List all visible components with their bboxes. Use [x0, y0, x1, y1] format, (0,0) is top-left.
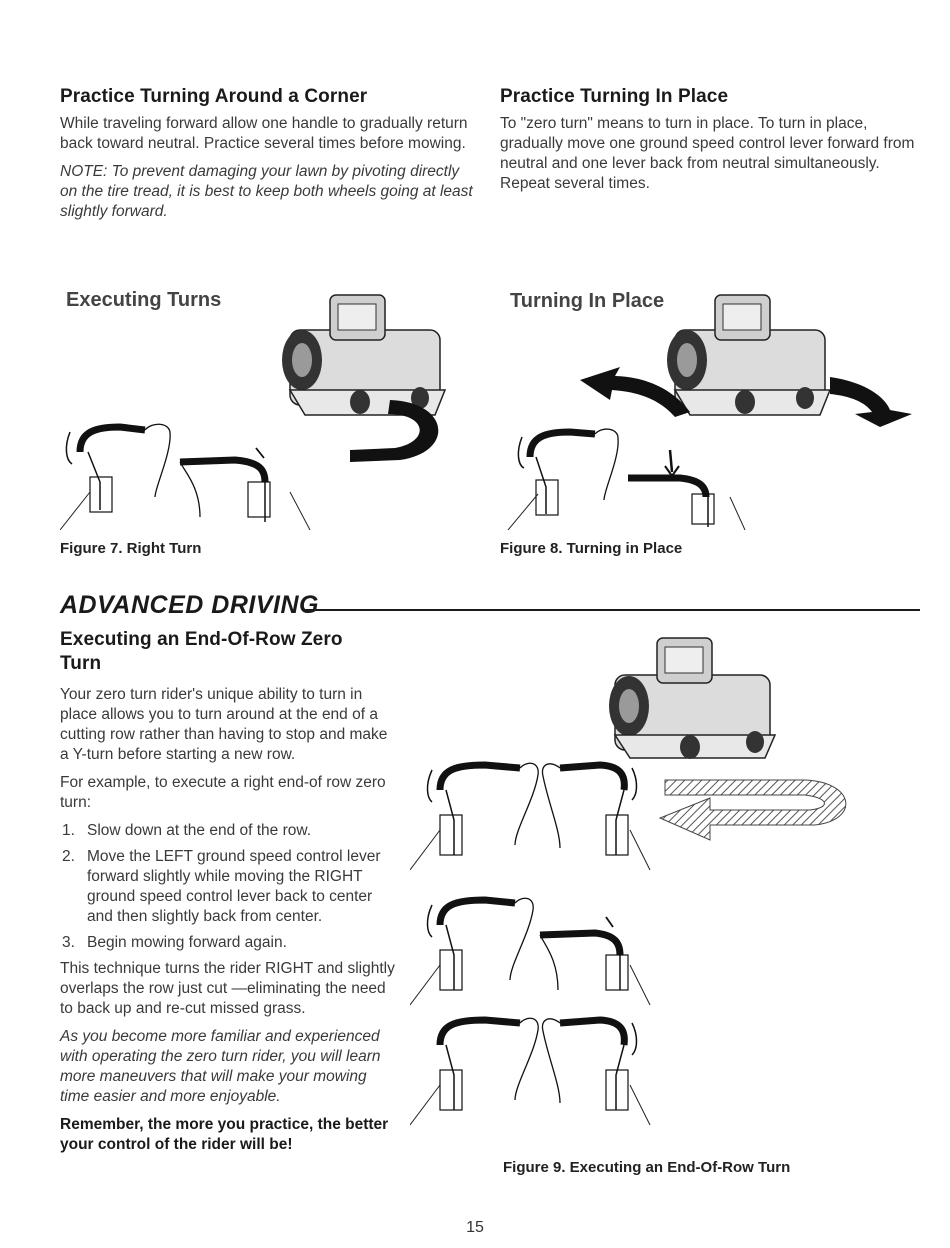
- lever-pair-turn: [410, 898, 650, 1005]
- figure9-illustration: [410, 630, 880, 1140]
- page-number: 15: [466, 1219, 484, 1236]
- lever-right: [628, 450, 714, 527]
- section-heading-corner: Practice Turning Around a Corner: [60, 86, 368, 107]
- heading-rule: [302, 609, 920, 611]
- advanced-heading: ADVANCED DRIVING: [60, 591, 319, 619]
- mower-illustration: [667, 295, 830, 415]
- figure8-heading: Turning In Place: [510, 290, 665, 312]
- mower-illustration: [282, 295, 445, 415]
- step-item: [60, 933, 400, 953]
- figure9-caption: Figure 9. Executing an End-Of-Row Turn: [503, 1159, 791, 1176]
- step-number: 3.: [62, 934, 75, 951]
- corner-body: While traveling forward allow one handle to gradually return back toward neutral. Practice several times before mowing.: [60, 115, 468, 152]
- advanced-column: [60, 628, 400, 1155]
- figure7-heading: Executing Turns: [66, 289, 222, 311]
- step-text: Begin mowing forward again.: [87, 934, 287, 951]
- technique-outcome: This technique turns the rider RIGHT and slightly overlaps the row just cut —eliminating the need to back up and re-cut missed grass.: [60, 960, 395, 1017]
- figure8-illustration: [500, 282, 920, 530]
- remember-text: Remember, the more you practice, the better your control of the rider will be!: [60, 1116, 389, 1153]
- end-of-row-heading-line2: Turn: [60, 653, 102, 674]
- section-heading-in-place: Practice Turning In Place: [500, 86, 729, 107]
- step-text: Move the LEFT ground speed control lever forward slightly while moving the RIGHT ground speed control lever back to center and then slightly back from center.: [87, 848, 381, 925]
- lever-left: [66, 424, 170, 512]
- in-place-body: To "zero turn" means to turn in place. To turn in place, gradually move one ground speed control lever forward from neutral and one lever back from neutral simultaneously. Repeat several times.: [500, 115, 915, 192]
- figure8-caption: Figure 8. Turning in Place: [500, 540, 683, 557]
- end-of-row-intro: Your zero turn rider's unique ability to turn in place allows you to turn around at the end of a cutting row rather than having to stop and make a Y-turn before starting a new row.: [60, 686, 388, 763]
- step-item: [60, 821, 400, 841]
- end-of-row-turn-arrow: [660, 780, 846, 840]
- end-of-row-heading: [60, 628, 400, 676]
- lever-pair-forward: [410, 763, 650, 870]
- step-text: Slow down at the end of the row.: [87, 822, 312, 839]
- experience-note: As you become more familiar and experienced with operating the zero turn rider, you will learn more maneuvers that will make your mowing time easier and more enjoyable.: [60, 1028, 381, 1105]
- turn-in-place-arrow-right: [830, 377, 912, 427]
- step-number: 1.: [62, 822, 75, 839]
- corner-note: NOTE: To prevent damaging your lawn by pivoting directly on the tire tread, it is best to keep both wheels going at least slightly forward.: [60, 163, 473, 220]
- end-of-row-example: For example, to execute a right end-of row zero turn:: [60, 774, 386, 811]
- figure7-illustration: [60, 282, 460, 530]
- mower-illustration: [609, 638, 775, 759]
- lever-left: [518, 429, 618, 515]
- lever-right: [180, 448, 270, 522]
- lever-pair-resume: [410, 1018, 650, 1125]
- step-item: [60, 847, 400, 927]
- steps-list: [60, 821, 400, 953]
- step-number: 2.: [62, 848, 75, 865]
- right-section: [500, 86, 915, 194]
- left-section: [60, 86, 480, 222]
- end-of-row-heading-line1: Executing an End-Of-Row Zero: [60, 629, 343, 650]
- figure7-caption: Figure 7. Right Turn: [60, 540, 202, 557]
